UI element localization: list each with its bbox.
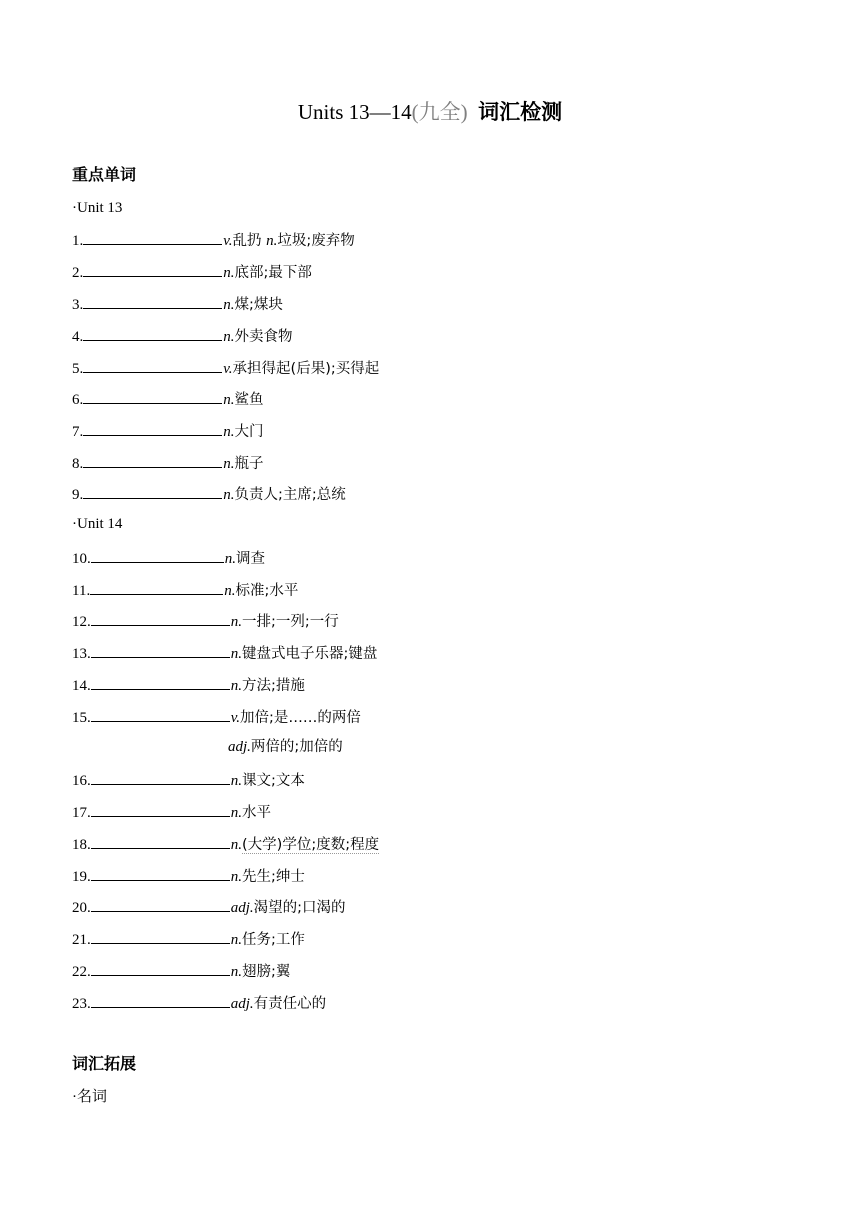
item-number: 9. [72, 487, 84, 503]
definition: 调查 [236, 551, 265, 567]
vocab-item [72, 545, 265, 569]
part-of-speech: n. [223, 265, 235, 281]
vocab-item [72, 608, 339, 632]
item-number: 2. [72, 265, 84, 281]
definition: 任务;工作 [242, 932, 305, 948]
part-of-speech: n. [230, 614, 242, 630]
part-of-speech: v. [223, 233, 233, 249]
part-of-speech: adj. [230, 996, 254, 1012]
vocab-item [72, 799, 271, 823]
vocab-item [72, 704, 361, 728]
definition: 煤;煤块 [234, 297, 283, 313]
answer-blank[interactable] [83, 481, 222, 499]
part-of-speech: n. [230, 773, 242, 789]
part-of-speech: n. [223, 424, 235, 440]
part-of-speech: n. [230, 646, 242, 662]
answer-blank[interactable] [91, 767, 230, 785]
definition: (大学)学位;度数;程度 [242, 837, 380, 853]
part-of-speech: n. [230, 837, 242, 853]
part-of-speech: n. [223, 456, 235, 472]
item-number: 21. [72, 932, 91, 948]
definition: 键盘式电子乐器;键盘 [242, 646, 378, 662]
answer-blank[interactable] [91, 545, 224, 563]
answer-blank[interactable] [83, 450, 222, 468]
vocab-item [72, 386, 264, 410]
vocab-item [72, 672, 305, 696]
vocab-item [72, 894, 346, 918]
answer-blank[interactable] [83, 259, 222, 277]
part-of-speech: n. [223, 297, 235, 313]
part-of-speech: n. [230, 805, 242, 821]
answer-blank[interactable] [91, 640, 230, 658]
page-title [0, 96, 860, 128]
item-number: 5. [72, 361, 84, 377]
answer-blank[interactable] [83, 227, 222, 245]
item-number: 4. [72, 329, 84, 345]
part-of-speech-2: n. [266, 233, 278, 249]
answer-blank[interactable] [83, 291, 222, 309]
unit-14-label: ·Unit 14 [72, 516, 123, 532]
answer-blank[interactable] [91, 672, 230, 690]
item-number: 6. [72, 392, 84, 408]
answer-blank[interactable] [90, 577, 223, 595]
part-of-speech: v. [223, 361, 233, 377]
definition: 瓶子 [234, 456, 264, 472]
section-heading-key-words: 重点单词 [72, 165, 137, 184]
vocab-item [72, 926, 305, 950]
definition: 外卖食物 [234, 329, 293, 345]
answer-blank[interactable] [83, 418, 222, 436]
definition: 乱扔 [232, 233, 267, 249]
vocab-item [72, 227, 355, 251]
answer-blank[interactable] [91, 831, 230, 849]
answer-blank[interactable] [83, 386, 222, 404]
answer-blank[interactable] [91, 926, 230, 944]
definition: 一排;一列;一行 [242, 614, 339, 630]
vocab-item [72, 291, 283, 315]
answer-blank[interactable] [91, 704, 230, 722]
item-number: 14. [72, 678, 91, 694]
item-number: 1. [72, 233, 84, 249]
title-grade: (九全) [411, 100, 468, 124]
definition-2: 垃圾;废弃物 [277, 233, 355, 249]
definition: 两倍的;加倍的 [250, 739, 343, 755]
part-of-speech: n. [224, 583, 236, 599]
definition: 方法;措施 [242, 678, 305, 694]
vocab-item [72, 418, 264, 442]
answer-blank[interactable] [91, 863, 230, 881]
part-of-speech: v. [230, 710, 241, 726]
vocab-item [72, 990, 326, 1014]
part-of-speech: n. [230, 932, 242, 948]
item-number: 18. [72, 837, 91, 853]
definition: 翅膀;翼 [242, 964, 291, 980]
vocab-item [72, 577, 298, 601]
part-of-speech: adj. [230, 900, 254, 916]
answer-blank[interactable] [83, 323, 222, 341]
part-of-speech: n. [230, 964, 242, 980]
definition: 承担得起(后果);买得起 [232, 361, 380, 377]
answer-blank[interactable] [83, 355, 222, 373]
item-number: 15. [72, 710, 91, 726]
vocab-item [72, 831, 379, 855]
item-15-extra-definition [228, 735, 343, 759]
vocab-item [72, 767, 305, 791]
item-number: 13. [72, 646, 91, 662]
title-subject: 词汇检测 [478, 100, 563, 124]
item-number: 22. [72, 964, 91, 980]
item-number: 19. [72, 869, 91, 885]
item-number: 16. [72, 773, 91, 789]
part-of-speech: n. [223, 487, 235, 503]
part-of-speech: n. [223, 392, 235, 408]
answer-blank[interactable] [91, 608, 230, 626]
vocab-item [72, 323, 293, 347]
definition: 渴望的;口渴的 [253, 900, 346, 916]
answer-blank[interactable] [91, 958, 230, 976]
vocab-item [72, 259, 312, 283]
definition: 有责任心的 [253, 996, 327, 1012]
answer-blank[interactable] [91, 799, 230, 817]
item-number: 11. [72, 583, 91, 599]
item-number: 12. [72, 614, 91, 630]
definition: 鲨鱼 [234, 392, 264, 408]
item-number: 8. [72, 456, 84, 472]
part-of-speech: adj. [228, 739, 251, 755]
item-number: 23. [72, 996, 91, 1012]
title-main: Units 13—14 [297, 100, 412, 124]
definition: 水平 [242, 805, 271, 821]
noun-sublabel: ·名词 [72, 1089, 107, 1105]
item-number: 17. [72, 805, 91, 821]
definition: 标准;水平 [235, 583, 299, 599]
item-number: 20. [72, 900, 91, 916]
part-of-speech: n. [223, 329, 235, 345]
definition: 底部;最下部 [234, 265, 312, 281]
vocab-item [72, 863, 305, 887]
vocab-item [72, 355, 379, 379]
part-of-speech: n. [230, 869, 242, 885]
definition: 先生;绅士 [242, 869, 305, 885]
definition: 负责人;主席;总统 [234, 487, 346, 503]
vocab-item [72, 640, 377, 664]
definition: 加倍;是……的两倍 [240, 710, 361, 726]
part-of-speech: n. [224, 551, 236, 567]
vocab-item [72, 958, 290, 982]
vocab-item [72, 481, 346, 505]
vocab-item [72, 450, 264, 474]
item-number: 7. [72, 424, 84, 440]
item-number: 3. [72, 297, 84, 313]
part-of-speech: n. [230, 678, 242, 694]
answer-blank[interactable] [91, 990, 230, 1008]
answer-blank[interactable] [91, 894, 230, 912]
item-number: 10. [72, 551, 91, 567]
definition: 大门 [234, 424, 264, 440]
unit-13-label: ·Unit 13 [72, 200, 123, 216]
definition: 课文;文本 [242, 773, 305, 789]
section-heading-word-expansion: 词汇拓展 [72, 1054, 137, 1073]
